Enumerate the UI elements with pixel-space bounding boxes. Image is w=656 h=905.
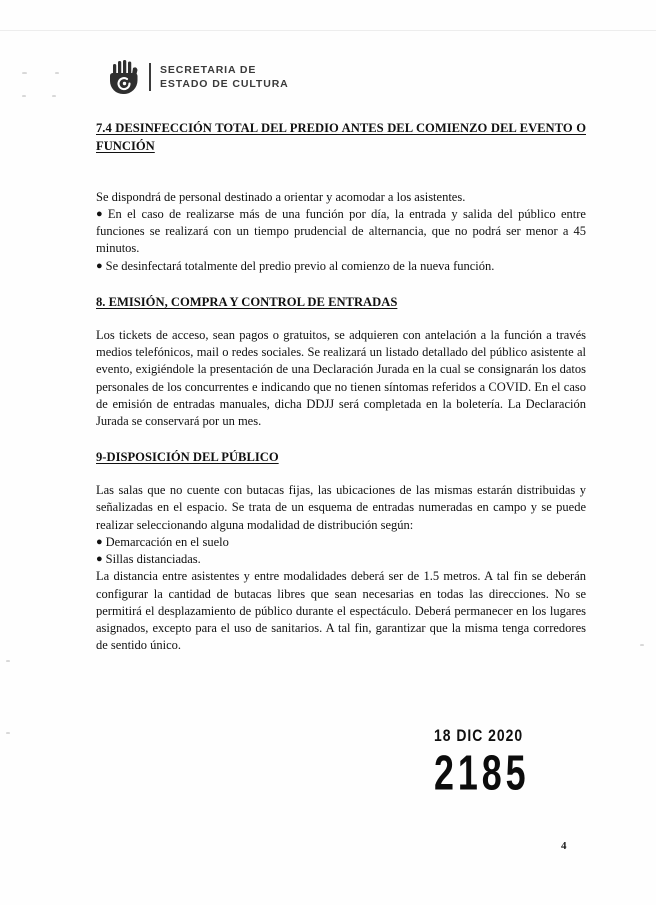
bullet-7-4-2-text: Se desinfectará totalmente del predio previo al comienzo de la nueva función. <box>105 258 495 273</box>
paragraph-9-2: La distancia entre asistentes y entre modalidades deberá ser de 1.5 metros. A tal fin se deberán configurar la cantidad de butacas libres que sean necesarias en todas las direcciones. No se permitirá el desplazamiento de público durante el espectáculo. Deberá permanecer en los lugares asignados, excepto para el uso de sanitarios. A tal fin, garantizar que la misma tenga corredores de sentido único. <box>96 569 586 653</box>
letterhead-line-1: SECRETARIA DE <box>160 63 257 76</box>
paragraph-7-4-1: Se dispondrá de personal destinado a orientar y acomodar a los asistentes. <box>96 189 466 204</box>
bullet-9-2 <box>96 551 586 568</box>
stamp-date: 18 DIC 2020 <box>434 726 524 745</box>
section-heading-7-4: 7.4 DESINFECCIÓN TOTAL DEL PREDIO ANTES DEL COMIENZO DEL EVENTO O FUNCIÓN <box>96 121 586 153</box>
paragraph-9-1: Las salas que no cuente con butacas fijas, las ubicaciones de las mismas estarán distribuidas y señalizadas en el espacio. Se trata de un esquema de entradas numeradas en campo y se puede realizar seleccionando alguna modalidad de distribución según: <box>96 483 586 532</box>
scan-speck-artifact <box>55 72 59 74</box>
hand-spiral-icon <box>110 60 140 94</box>
bullet-9-1 <box>96 534 586 551</box>
scan-speck-artifact <box>22 72 27 74</box>
scan-edge-artifact <box>0 30 656 31</box>
bullet-7-4-2 <box>96 258 586 275</box>
document-body <box>96 120 586 655</box>
bullet-9-2-text: Sillas distanciadas. <box>105 552 201 567</box>
bullet-glyph: ● <box>96 259 103 272</box>
bullet-7-4-1 <box>96 206 586 258</box>
bullet-glyph: ● <box>96 535 103 548</box>
letterhead-line-2: ESTADO DE CULTURA <box>160 78 289 90</box>
scan-speck-artifact <box>52 95 56 97</box>
reception-stamp <box>434 726 594 800</box>
bullet-7-4-1-text: En el caso de realizarse más de una función por día, la entrada y salida del público entre funciones se realizará con un tiempo prudencial de alternancia, que no podrá ser menor a 45 minutos. <box>96 206 586 256</box>
scan-speck-artifact <box>6 732 10 734</box>
section-heading-9: 9-DISPOSICIÓN DEL PÚBLICO <box>96 450 279 465</box>
bullet-glyph: ● <box>96 553 103 566</box>
section-heading-8: 8. EMISIÓN, COMPRA Y CONTROL DE ENTRADAS <box>96 294 398 309</box>
bullet-glyph: ● <box>96 207 105 220</box>
letterhead <box>110 60 289 94</box>
stamp-number: 2185 <box>434 744 530 800</box>
page-number: 4 <box>561 840 567 852</box>
scan-speck-artifact <box>22 95 26 97</box>
scan-speck-artifact <box>6 660 10 662</box>
bullet-9-1-text: Demarcación en el suelo <box>105 534 229 549</box>
paragraph-8-1: Los tickets de acceso, sean pagos o gratuitos, se adquieren con antelación a la función a través medios telefónicos, mail o redes sociales. Se realizará un listado detallado del público asistente al evento, exigiéndole la presentación de una Declaración Jurada en la cual se consignarán los datos personales de los concurrentes e indicando que no tienen síntomas referidos a COVID. En el caso de emisión de entradas manuales, dicha DDJJ será completada en la boletería. La Declaración Jurada se conservará por un mes. <box>96 327 586 428</box>
letterhead-text <box>160 63 289 92</box>
letterhead-divider <box>149 63 151 91</box>
scan-speck-artifact <box>640 644 644 646</box>
